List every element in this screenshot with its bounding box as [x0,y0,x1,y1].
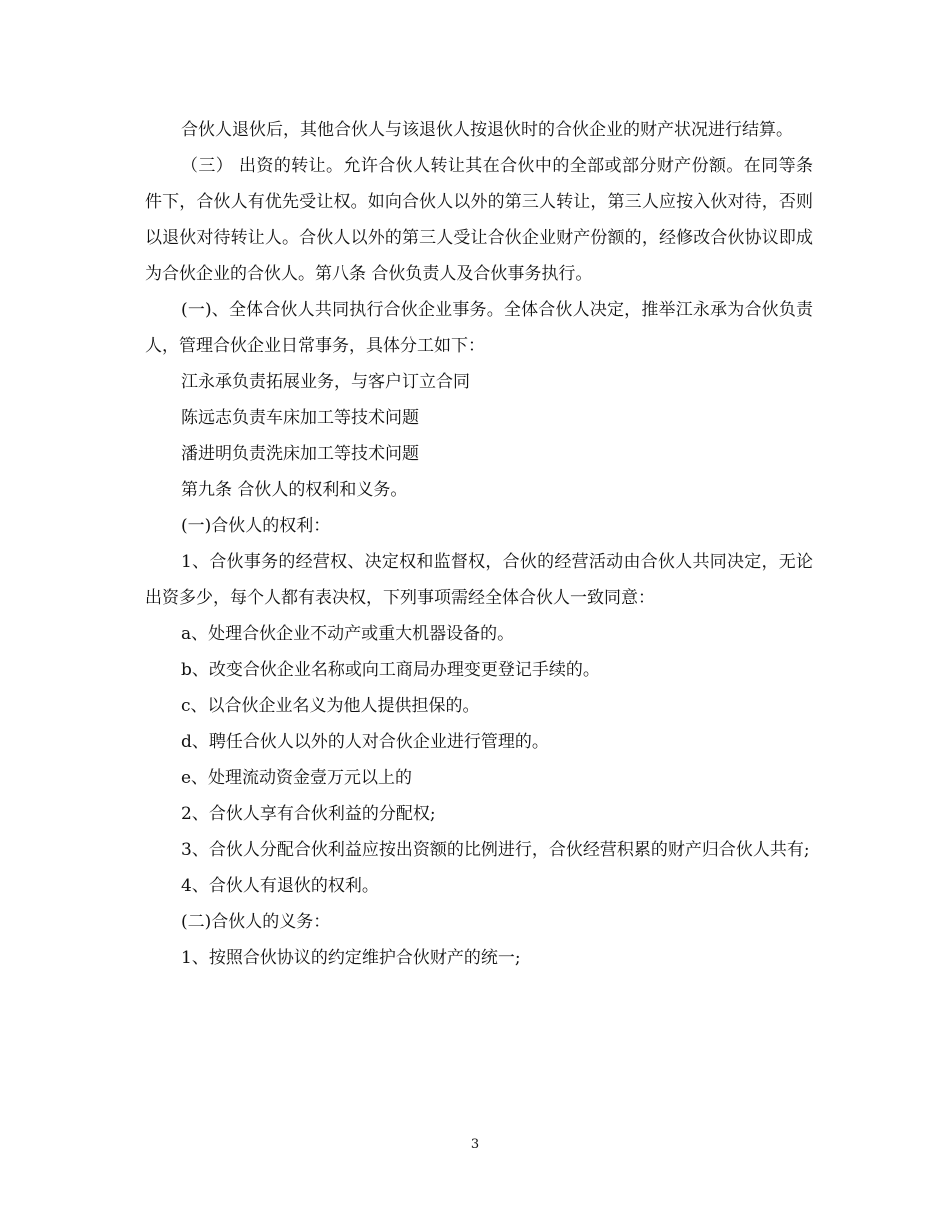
paragraph: 3、合伙人分配合伙利益应按出资额的比例进行，合伙经营积累的财产归合伙人共有; [181,840,810,860]
list-item: a、处理合伙企业不动产或重大机器设备的。 [181,624,515,644]
subsection-heading: (一)合伙人的权利： [181,516,331,536]
section-heading: 第九条 合伙人的权利和义务。 [181,480,408,500]
paragraph: (一)、全体合伙人共同执行合伙企业事务。全体合伙人决定，推举江永承为合伙负责人，管理合伙企业日常事务，具体分工如下： [145,300,813,356]
paragraph: 江永承负责拓展业务，与客户订立合同 [181,372,470,392]
list-item: d、聘任合伙人以外的人对合伙企业进行管理的。 [181,732,549,752]
paragraph: 2、合伙人享有合伙利益的分配权; [181,804,436,824]
paragraph: 陈远志负责车床加工等技术问题 [181,408,419,428]
paragraph: 1、按照合伙协议的约定维护合伙财产的统一; [181,948,521,968]
list-item: e、处理流动资金壹万元以上的 [181,768,413,788]
paragraph: （三） 出资的转让。允许合伙人转让其在合伙中的全部或部分财产份额。在同等条件下，合伙人有优先受让权。如向合伙人以外的第三人转让，第三人应按入伙对待，否则以退伙对待转让人。合伙人以外的第三人受让合伙企业财产份额的，经修改合伙协议即成为合伙企业的合伙人。第八条 合伙负责人及合伙事务执行。 [145,156,813,284]
paragraph: 合伙人退伙后，其他合伙人与该退伙人按退伙时的合伙企业的财产状况进行结算。 [181,120,793,140]
paragraph: 潘进明负责洗床加工等技术问题 [181,444,419,464]
document-body [145,112,813,976]
list-item: b、改变合伙企业名称或向工商局办理变更登记手续的。 [181,660,600,680]
list-item: c、以合伙企业名义为他人提供担保的。 [181,696,480,716]
subsection-heading: (二)合伙人的义务： [181,912,331,932]
page-number: 3 [470,1137,480,1152]
paragraph: 1、合伙事务的经营权、决定权和监督权，合伙的经营活动由合伙人共同决定，无论出资多少，每个人都有表决权，下列事项需经全体合伙人一致同意： [145,552,813,608]
paragraph: 4、合伙人有退伙的权利。 [181,876,379,896]
